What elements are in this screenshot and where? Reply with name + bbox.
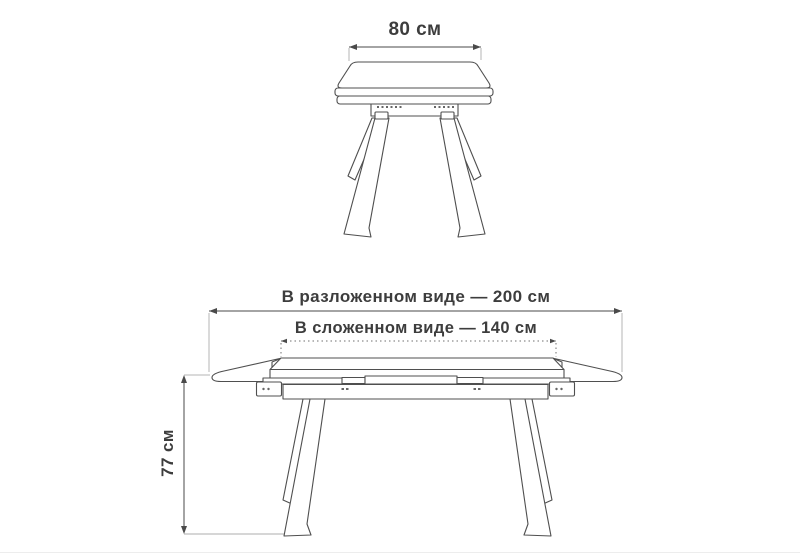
width-dimension-label: 80 см: [388, 19, 442, 40]
height-dimension: [181, 375, 187, 534]
height-dimension-label: 77 см: [158, 429, 177, 477]
slide-rail-center: [365, 376, 457, 384]
leg-bracket-left: [375, 112, 388, 119]
arrow-right-icon: [473, 44, 481, 50]
arrow-left-icon: [349, 44, 357, 50]
bracket-pin: [262, 388, 264, 390]
leg-bracket-right: [441, 112, 454, 119]
arrow-up-icon: [181, 375, 187, 383]
slide-rail-block-left: [342, 378, 365, 384]
arrow-right-icon: [614, 308, 622, 314]
front-width-dimension: [349, 44, 481, 61]
folded-length-dimension: [281, 339, 556, 357]
bracket-pin: [267, 388, 269, 390]
apron-side-view: [283, 385, 548, 400]
folded-length-label: В сложенном виде — 140 см: [294, 319, 538, 337]
tabletop-top-surface: [270, 358, 564, 370]
extended-length-label: В разложенном виде — 200 см: [281, 287, 551, 306]
arrow-left-icon: [209, 308, 217, 314]
arrow-right-icon: [550, 339, 556, 343]
side-view: [0, 308, 800, 553]
bracket-pin: [560, 388, 562, 390]
tabletop-leaf-edge-1: [335, 88, 493, 96]
bracket-pin: [555, 388, 557, 390]
slide-rail-block-right: [457, 378, 483, 384]
tabletop-leaf-edge-2: [337, 96, 491, 104]
tabletop-top-surface: [338, 62, 490, 88]
arrow-down-icon: [181, 526, 187, 534]
arrow-left-icon: [281, 339, 287, 343]
front-view: [335, 44, 493, 237]
